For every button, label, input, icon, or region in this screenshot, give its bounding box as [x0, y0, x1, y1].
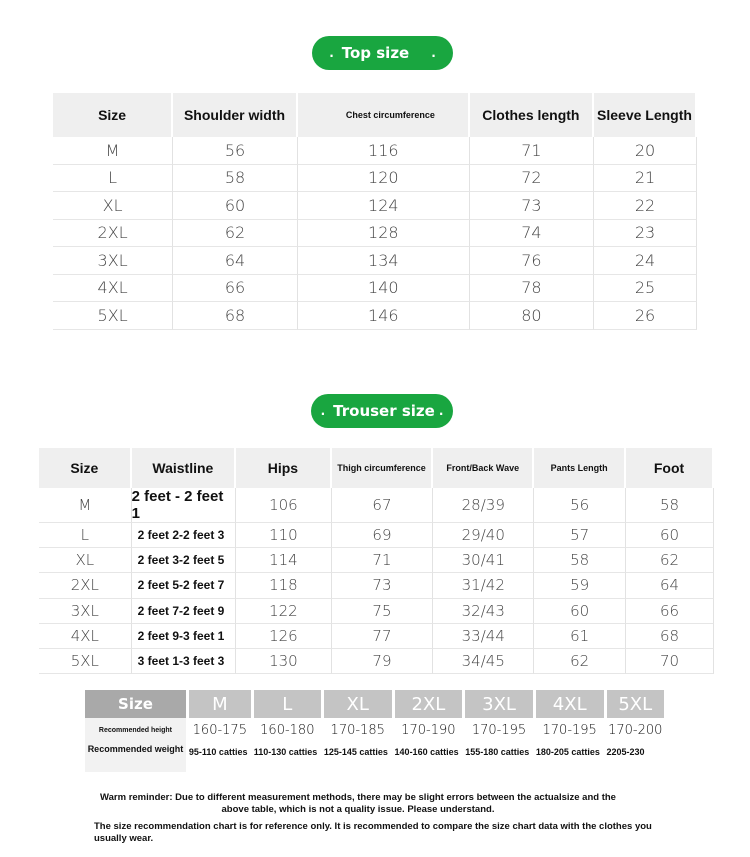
- table-cell: 2XL: [53, 220, 173, 248]
- top-size-table: [53, 93, 697, 330]
- recommended-height-row: [85, 718, 664, 743]
- table-cell: 31/42: [433, 573, 534, 598]
- table-cell: M: [53, 137, 173, 165]
- table-cell: 58: [534, 548, 626, 573]
- table-cell: 62: [534, 649, 626, 674]
- table-cell: 110: [236, 523, 332, 548]
- table-cell: 71: [332, 548, 434, 573]
- table-cell: 2 feet - 2 feet 1: [132, 488, 236, 523]
- trouser-size-title-text: Trouser size: [333, 402, 435, 420]
- rec-header-l: L: [254, 690, 321, 718]
- table-row: [39, 624, 714, 649]
- table-cell: 23: [594, 220, 697, 248]
- table-cell: 58: [626, 488, 714, 523]
- trouser-header-size: Size: [39, 448, 132, 488]
- table-cell: 33/44: [433, 624, 534, 649]
- table-cell: 60: [173, 192, 298, 220]
- table-cell: 60: [626, 523, 714, 548]
- rec-header-4xl: 4XL: [536, 690, 604, 718]
- top-size-header-row: [53, 93, 697, 137]
- table-row: [39, 523, 714, 548]
- recommended-height-value: 160-180: [260, 723, 315, 738]
- table-cell: 59: [534, 573, 626, 598]
- top-header-size: Size: [53, 93, 173, 137]
- table-row: [53, 247, 697, 275]
- table-cell: 56: [173, 137, 298, 165]
- table-cell: 66: [626, 599, 714, 624]
- table-cell: 64: [626, 573, 714, 598]
- trouser-header-pants-length: Pants Length: [534, 448, 626, 488]
- recommended-height-value: 160-175: [192, 723, 247, 738]
- table-cell: 67: [332, 488, 434, 523]
- table-cell: 2 feet 5-2 feet 7: [132, 573, 236, 598]
- table-cell: 28/39: [433, 488, 534, 523]
- table-cell: 34/45: [433, 649, 534, 674]
- recommended-weight-value: 2205-230: [606, 747, 645, 757]
- warm-reminder-note: Warm reminder: Due to different measurement methods, there may be slight errors between the actualsize and the above table, which is not a quality issue. Please understand.: [100, 792, 616, 815]
- table-cell: 60: [534, 599, 626, 624]
- table-row: [53, 302, 697, 330]
- table-cell: 114: [236, 548, 332, 573]
- recommended-height-value: 170-195: [542, 723, 597, 738]
- table-cell: 68: [626, 624, 714, 649]
- table-row: [39, 573, 714, 598]
- table-row: [53, 165, 697, 193]
- table-cell: 77: [332, 624, 434, 649]
- table-cell: 128: [298, 220, 470, 248]
- table-cell: XL: [39, 548, 132, 573]
- trouser-size-table: [39, 448, 714, 674]
- table-cell: 30/41: [433, 548, 534, 573]
- rec-header-size: Size: [85, 690, 186, 718]
- table-cell: 146: [298, 302, 470, 330]
- table-cell: 56: [534, 488, 626, 523]
- recommended-height-label: Recommended height: [85, 718, 186, 743]
- table-cell: 21: [594, 165, 697, 193]
- table-cell: 78: [470, 275, 594, 303]
- table-row: [39, 649, 714, 674]
- recommended-weight-row: [85, 743, 664, 772]
- table-cell: 57: [534, 523, 626, 548]
- table-cell: 2 feet 3-2 feet 5: [132, 548, 236, 573]
- top-header-sleeve: Sleeve Length: [594, 93, 697, 137]
- trouser-header-wave: Front/Back Wave: [433, 448, 534, 488]
- table-cell: M: [39, 488, 132, 523]
- table-cell: 2XL: [39, 573, 132, 598]
- table-cell: 58: [173, 165, 298, 193]
- top-header-length: Clothes length: [470, 93, 594, 137]
- table-cell: 130: [236, 649, 332, 674]
- table-row: [53, 220, 697, 248]
- rec-header-xl: XL: [324, 690, 392, 718]
- table-cell: 4XL: [53, 275, 173, 303]
- table-cell: 3 feet 1-3 feet 3: [132, 649, 236, 674]
- table-cell: 2 feet 7-2 feet 9: [132, 599, 236, 624]
- table-cell: 74: [470, 220, 594, 248]
- table-cell: 71: [470, 137, 594, 165]
- table-cell: 73: [332, 573, 434, 598]
- table-row: [53, 192, 697, 220]
- table-cell: 2 feet 2-2 feet 3: [132, 523, 236, 548]
- rec-header-5xl: 5XL: [607, 690, 664, 718]
- table-cell: 140: [298, 275, 470, 303]
- recommended-weight-value: 155-180 catties: [465, 747, 530, 757]
- table-cell: 76: [470, 247, 594, 275]
- top-header-shoulder: Shoulder width: [173, 93, 298, 137]
- table-cell: 72: [470, 165, 594, 193]
- table-cell: 32/43: [433, 599, 534, 624]
- table-cell: 124: [298, 192, 470, 220]
- table-row: [39, 548, 714, 573]
- trouser-header-thigh: Thigh circumference: [332, 448, 434, 488]
- table-cell: 29/40: [433, 523, 534, 548]
- top-size-title-text: Top size: [341, 44, 410, 62]
- table-cell: 26: [594, 302, 697, 330]
- table-cell: 69: [332, 523, 434, 548]
- table-cell: 120: [298, 165, 470, 193]
- table-cell: 75: [332, 599, 434, 624]
- table-cell: 70: [626, 649, 714, 674]
- recommended-height-value: 170-185: [330, 723, 385, 738]
- top-size-title: . Top size .: [312, 36, 453, 70]
- table-cell: 3XL: [39, 599, 132, 624]
- trouser-size-title: . Trouser size .: [311, 394, 453, 428]
- table-cell: 126: [236, 624, 332, 649]
- recommended-weight-value: 125-145 catties: [323, 747, 388, 757]
- table-row: [39, 599, 714, 624]
- recommendation-header-row: [85, 690, 664, 718]
- table-cell: 2 feet 9-3 feet 1: [132, 624, 236, 649]
- trouser-header-foot: Foot: [626, 448, 714, 488]
- recommended-height-value: 170-190: [401, 723, 456, 738]
- top-header-chest: Chest circumference: [298, 93, 470, 137]
- table-cell: 116: [298, 137, 470, 165]
- table-cell: 5XL: [39, 649, 132, 674]
- rec-header-m: M: [189, 690, 251, 718]
- table-cell: 61: [534, 624, 626, 649]
- recommended-height-value: 170-195: [471, 723, 527, 738]
- trouser-size-header-row: [39, 448, 714, 488]
- table-cell: 64: [173, 247, 298, 275]
- table-row: [53, 137, 697, 165]
- table-cell: 4XL: [39, 624, 132, 649]
- table-cell: 80: [470, 302, 594, 330]
- trouser-header-hips: Hips: [236, 448, 332, 488]
- table-cell: 73: [470, 192, 594, 220]
- table-cell: 106: [236, 488, 332, 523]
- trouser-header-waist: Waistline: [132, 448, 236, 488]
- table-cell: 79: [332, 649, 434, 674]
- recommended-weight-value: 110-130 catties: [253, 747, 318, 757]
- table-cell: 5XL: [53, 302, 173, 330]
- table-cell: 24: [594, 247, 697, 275]
- recommended-weight-value: 95-110 catties: [188, 747, 248, 757]
- table-cell: 62: [626, 548, 714, 573]
- table-cell: 62: [173, 220, 298, 248]
- table-cell: 22: [594, 192, 697, 220]
- recommended-weight-value: 140-160 catties: [394, 747, 459, 757]
- table-row: [53, 275, 697, 303]
- table-cell: L: [53, 165, 173, 193]
- recommended-height-value: 170-200: [608, 723, 663, 738]
- table-cell: L: [39, 523, 132, 548]
- table-cell: 20: [594, 137, 697, 165]
- table-cell: 122: [236, 599, 332, 624]
- table-cell: 68: [173, 302, 298, 330]
- rec-header-3xl: 3XL: [465, 690, 533, 718]
- table-cell: 118: [236, 573, 332, 598]
- table-cell: 134: [298, 247, 470, 275]
- table-cell: 66: [173, 275, 298, 303]
- table-cell: 3XL: [53, 247, 173, 275]
- table-cell: XL: [53, 192, 173, 220]
- recommended-weight-label: Recommended weight: [85, 743, 186, 772]
- recommended-weight-value: 180-205 catties: [535, 747, 600, 757]
- table-row: [39, 488, 714, 523]
- reference-note: The size recommendation chart is for reference only. It is recommended to compare the size chart data with the clothes you usually wear.: [94, 821, 652, 844]
- rec-header-2xl: 2XL: [395, 690, 463, 718]
- table-cell: 25: [594, 275, 697, 303]
- recommendation-table: [82, 690, 667, 772]
